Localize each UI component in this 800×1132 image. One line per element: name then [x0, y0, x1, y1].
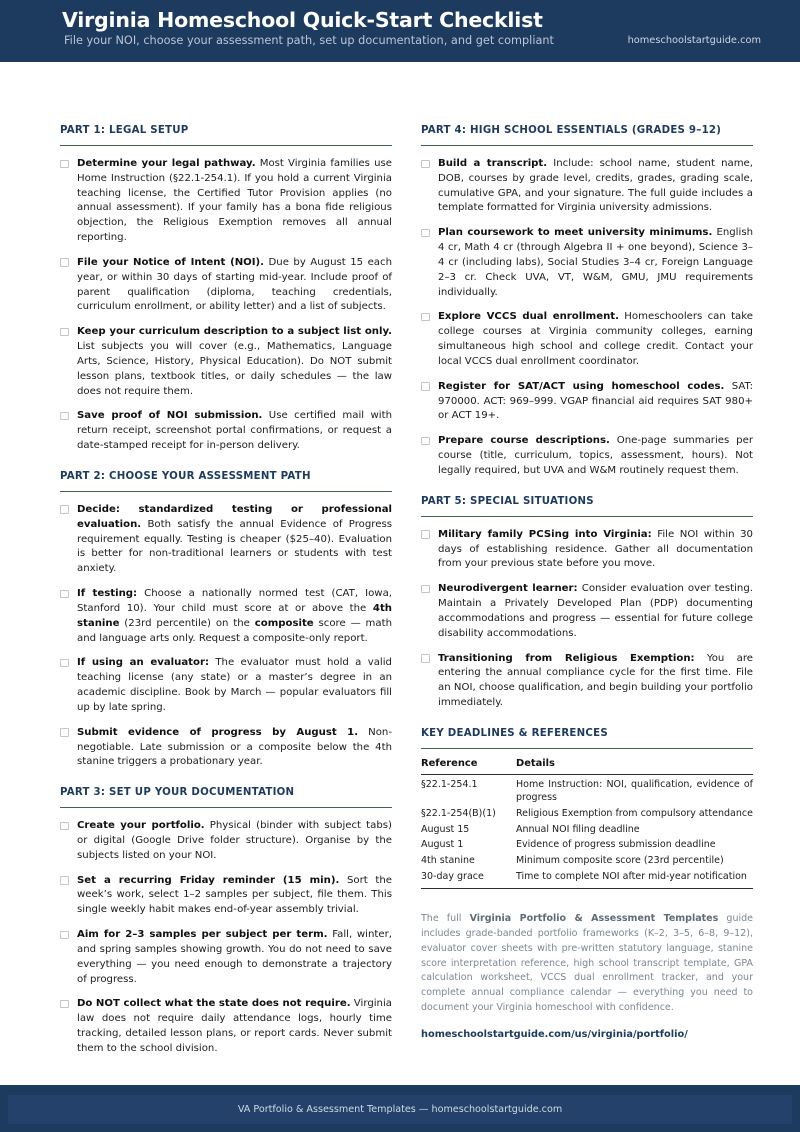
- item-emphasis-composite: composite: [254, 617, 314, 629]
- table-row: [421, 806, 753, 822]
- checkbox-icon[interactable]: [421, 437, 430, 446]
- promo-text-2: guide includes grade-banded portfolio frameworks (K–2, 3–5, 6–8, 9–12), evaluator cover sheets with pre-written statutory language, stanine score interpretation reference, high school transcript template, GPA calculation worksheet, VCCS dual enrollment tracker, and your complete annual compliance calendar — everything you need to document your Virginia homeschool with confidence.: [421, 913, 753, 1014]
- checklist-item[interactable]: [60, 409, 392, 453]
- item-body: Sort the week’s work, select 1–2 samples per subject, file them. This single weekly habit makes end-of-year assembly trivial.: [77, 874, 392, 916]
- item-body: Physical (binder with subject tabs) or digital (Google Drive folder structure). Organise by the subjects listed on your NOI.: [77, 820, 392, 861]
- section-divider: [421, 145, 753, 146]
- table-bottom-divider: [421, 888, 753, 889]
- checklist-item[interactable]: [421, 226, 753, 300]
- column-header-reference: Reference: [421, 756, 516, 775]
- cell-details: Religious Exemption from compulsory attendance: [516, 807, 753, 819]
- checkbox-icon[interactable]: [60, 1000, 69, 1009]
- footer-text: VA Portfolio & Assessment Templates — homeschoolstartguide.com: [237, 1104, 563, 1115]
- page-title: Virginia Homeschool Quick-Start Checklist: [62, 8, 543, 32]
- checklist-item[interactable]: [421, 310, 753, 369]
- item-body-3: score — math and language arts only. Request a composite-only report.: [77, 617, 392, 644]
- checkbox-icon[interactable]: [421, 229, 430, 238]
- checklist-item[interactable]: [60, 997, 392, 1056]
- section-divider: [421, 748, 753, 749]
- checklist-item[interactable]: [60, 819, 392, 863]
- column-header-details: Details: [516, 756, 753, 775]
- checklist-item[interactable]: [421, 582, 753, 641]
- section-divider: [60, 145, 392, 146]
- checkbox-icon[interactable]: [60, 822, 69, 831]
- item-body: Non-negotiable. Late submission or a composite below the 4th stanine triggers a probationary year.: [77, 726, 392, 768]
- item-body: You are entering the annual compliance cycle for the first time. File an NOI, choose qualification, and begin building your portfolio immediately.: [438, 652, 754, 709]
- checklist-item[interactable]: [60, 157, 392, 246]
- checkbox-icon[interactable]: [60, 328, 69, 337]
- item-body: List subjects you will cover (e.g., Mathematics, Language Arts, Science, History, Physical Education). Do NOT submit lesson plans, textbook titles, or daily schedules — the law does not require them.: [77, 341, 392, 397]
- item-body: Due by August 15 each year, or within 30 days of starting mid-year. Include proof of parent qualification (diploma, teaching credentials, curriculum enrollment, or ability letter) and a list of subjects.: [77, 256, 392, 313]
- spacer: [60, 770, 392, 787]
- item-body: Choose a nationally normed test (CAT, Iowa, Stanford 10). Your child must score at or above the: [77, 588, 393, 614]
- item-body: Virginia law does not require daily attendance logs, hourly time tracking, detailed lesson plans, or report cards. Never submit them to the school division.: [77, 998, 392, 1054]
- checklist-part-1: [60, 157, 392, 454]
- item-lead: Create your portfolio.: [77, 820, 205, 832]
- section-key-deadlines: [421, 728, 753, 889]
- checklist-item[interactable]: [60, 726, 392, 770]
- section-part-2: [60, 471, 392, 770]
- item-lead: Neurodivergent learner:: [438, 583, 578, 595]
- checklist-item[interactable]: [60, 656, 392, 715]
- checkbox-icon[interactable]: [421, 160, 430, 169]
- item-body: Homeschoolers can take college courses at Virginia community colleges, earning simultaneous high school and college credit. Contact your local VCCS dual enrollment coordinator.: [438, 311, 753, 367]
- item-lead: Submit evidence of progress by August 1.: [77, 726, 359, 738]
- table-row: [421, 774, 753, 806]
- item-body: SAT: 970000. ACT: 969–999. VGAP financial aid requires SAT 980+ or ACT 19+.: [438, 380, 753, 422]
- item-lead: Plan coursework to meet university minimums.: [438, 227, 713, 239]
- promo-product-name: Virginia Portfolio & Assessment Templates: [469, 913, 719, 925]
- item-lead: Transitioning from Religious Exemption:: [438, 652, 695, 664]
- left-column: [60, 125, 392, 1057]
- item-lead: If testing:: [77, 588, 138, 600]
- section-heading-part-3: PART 3: SET UP YOUR DOCUMENTATION: [60, 787, 295, 799]
- promo-text-1: The full: [421, 913, 470, 925]
- checklist-part-2: [60, 503, 392, 770]
- item-lead: Build a transcript.: [438, 158, 548, 169]
- item-body: Consider evaluation over testing. Maintain a Privately Developed Plan (PDP) documenting accommodations and progress — essential for future college disability accommodations.: [438, 583, 753, 639]
- section-heading-part-4: PART 4: HIGH SCHOOL ESSENTIALS (GRADES 9–12): [421, 125, 722, 136]
- checklist-item[interactable]: [421, 380, 753, 424]
- item-lead: Keep your curriculum description to a subject list only.: [77, 326, 392, 338]
- cell-details: Minimum composite score (23rd percentile): [516, 855, 724, 867]
- checklist-item[interactable]: [60, 256, 392, 315]
- section-part-1: [60, 125, 392, 454]
- section-heading-part-5: PART 5: SPECIAL SITUATIONS: [421, 495, 594, 507]
- item-lead: Prepare course descriptions.: [438, 435, 610, 447]
- item-body: Both satisfy the annual Evidence of Progress requirement equally. Testing is cheaper ($25–40). Evaluation is better for non-traditional learners or students with test anxiety.: [77, 518, 392, 575]
- page-subtitle: File your NOI, choose your assessment path, set up documentation, and get compliant: [64, 34, 554, 47]
- cell-reference: §22.1-254.1: [421, 778, 478, 790]
- promo-link[interactable]: homeschoolstartguide.com/us/virginia/portfolio/: [421, 1028, 688, 1040]
- checklist-item[interactable]: [60, 928, 392, 987]
- checklist-item[interactable]: [60, 874, 392, 918]
- cell-reference: §22.1-254(B)(1): [421, 807, 496, 819]
- checkbox-icon[interactable]: [60, 412, 69, 421]
- checklist-item[interactable]: [60, 587, 392, 646]
- section-part-5: [421, 496, 753, 711]
- cell-details: Evidence of progress submission deadline: [516, 839, 716, 851]
- checkbox-icon[interactable]: [421, 313, 430, 322]
- item-body: Most Virginia families use Home Instruction (§22.1-254.1). If you hold a current Virginia teaching license, the Certified Tutor Provision applies (no annual assessment). If your family has a bona fide religious objection, the Religious Exemption removes all annual reporting.: [77, 158, 392, 244]
- section-heading-key-deadlines: KEY DEADLINES & REFERENCES: [421, 727, 608, 739]
- table-row: [421, 822, 753, 838]
- checkbox-icon[interactable]: [421, 585, 430, 594]
- item-lead: Aim for 2–3 samples per subject per term.: [77, 929, 328, 941]
- table-row: [421, 870, 753, 888]
- footer-bar: [8, 1095, 792, 1124]
- cell-details: Time to complete NOI after mid-year notification: [516, 871, 747, 883]
- table-header-row: [421, 756, 753, 775]
- item-body: English 4 cr, Math 4 cr (through Algebra II + one beyond), Science 3–4 cr (including labs), Social Studies 3–4 cr, Foreign Language 2–3 cr. Check UVA, VT, W&M, GMU, JMU requirements individually.: [438, 227, 754, 298]
- item-body: Use certified mail with return receipt, screenshot portal confirmations, or request a date-stamped receipt for in-person delivery.: [77, 410, 392, 452]
- cell-details: Home Instruction: NOI, qualification, evidence of progress: [516, 778, 753, 803]
- checklist-part-3: [60, 819, 392, 1057]
- right-column: [421, 125, 753, 1040]
- cell-reference: 4th stanine: [421, 855, 475, 867]
- item-lead: Do NOT collect what the state does not require.: [77, 998, 351, 1010]
- item-lead: Set a recurring Friday reminder (15 min).: [77, 874, 340, 886]
- item-lead: Decide: standardized testing or professional evaluation.: [77, 503, 392, 530]
- section-part-4: [421, 125, 753, 479]
- section-part-3: [60, 787, 392, 1057]
- cell-details: Annual NOI filing deadline: [516, 823, 640, 835]
- checkbox-icon[interactable]: [421, 530, 430, 539]
- section-divider: [60, 807, 392, 808]
- checklist-item[interactable]: [421, 652, 753, 711]
- cell-reference: August 15: [421, 823, 470, 835]
- item-lead: Military family PCSing into Virginia:: [438, 528, 652, 540]
- item-lead: If using an evaluator:: [77, 657, 210, 669]
- item-body-2: (23rd percentile) on the: [119, 617, 255, 629]
- checklist-item[interactable]: [60, 325, 392, 399]
- item-lead: Explore VCCS dual enrollment.: [438, 311, 619, 323]
- checklist-item[interactable]: [421, 157, 753, 216]
- section-heading-part-2: PART 2: CHOOSE YOUR ASSESSMENT PATH: [60, 470, 311, 482]
- cell-reference: 30-day grace: [421, 871, 484, 883]
- checklist-part-5: [421, 528, 753, 711]
- item-body: The evaluator must hold a valid teaching license (any state) or a master’s degree in an academic discipline. Book by March — popular evaluators fill up by late spring.: [77, 657, 392, 713]
- checkbox-icon[interactable]: [60, 505, 69, 514]
- checklist-item[interactable]: [60, 503, 392, 577]
- page-header: [0, 0, 800, 62]
- table-row: [421, 838, 753, 854]
- spacer: [60, 454, 392, 471]
- checkbox-icon[interactable]: [60, 728, 69, 737]
- item-lead: File your Notice of Intent (NOI).: [77, 256, 265, 268]
- checkbox-icon[interactable]: [60, 876, 69, 885]
- item-lead: Save proof of NOI submission.: [77, 410, 263, 422]
- item-emphasis-stanine: 4th stanine: [77, 602, 392, 629]
- section-heading-part-1: PART 1: LEGAL SETUP: [60, 125, 189, 136]
- item-body: Fall, winter, and spring samples showing growth. You do not need to save everything — you need enough to demonstrate a trajectory of progress.: [77, 929, 392, 985]
- item-body: File NOI within 30 days of establishing residence. Gather all documentation from your previous state before you move.: [438, 528, 753, 570]
- header-site-url: homeschoolstartguide.com: [627, 35, 761, 46]
- checkbox-icon[interactable]: [60, 931, 69, 940]
- section-divider: [60, 491, 392, 492]
- checkbox-icon[interactable]: [60, 258, 69, 267]
- checkbox-icon[interactable]: [421, 382, 430, 391]
- item-lead: Determine your legal pathway.: [77, 158, 256, 169]
- checklist-item[interactable]: [421, 528, 753, 572]
- deadlines-table: [421, 756, 753, 888]
- item-body: Include: school name, student name, DOB, courses by grade level, credits, grades, grading scale, cumulative GPA, and your signature. The full guide includes a template formatted for Virginia university admissions.: [438, 158, 753, 214]
- checkbox-icon[interactable]: [421, 654, 430, 663]
- item-body: One-page summaries per course (title, curriculum, topics, assessment, hours). Not legally required, but UVA and W&M routinely request them.: [438, 435, 753, 476]
- spacer: [421, 711, 753, 728]
- table-row: [421, 854, 753, 870]
- promo-paragraph: [421, 912, 753, 1016]
- spacer: [421, 479, 753, 496]
- checklist-part-4: [421, 157, 753, 479]
- checkbox-icon[interactable]: [60, 659, 69, 668]
- item-lead: Register for SAT/ACT using homeschool codes.: [438, 380, 725, 392]
- checkbox-icon[interactable]: [60, 160, 69, 169]
- section-divider: [421, 516, 753, 517]
- checkbox-icon[interactable]: [60, 590, 69, 599]
- page-footer: [0, 1085, 800, 1132]
- checklist-item[interactable]: [421, 434, 753, 478]
- cell-reference: August 1: [421, 839, 464, 851]
